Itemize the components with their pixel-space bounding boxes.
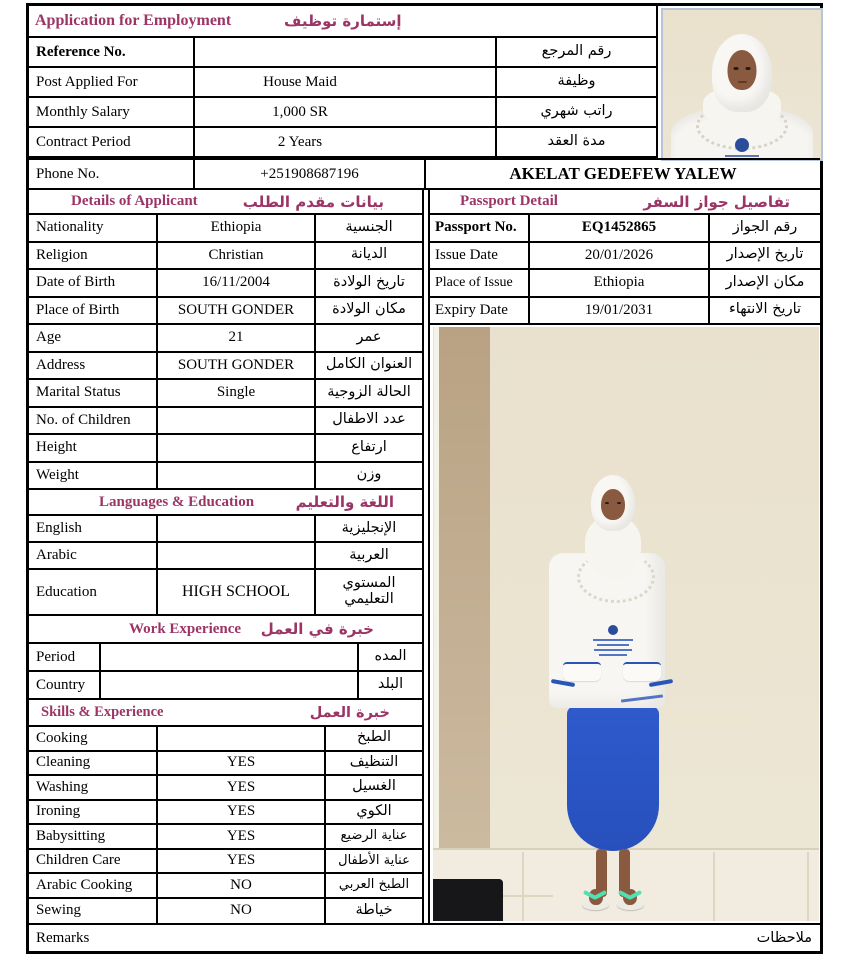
table-row-cleaning — [29, 752, 422, 777]
field-value — [158, 463, 316, 489]
chest-text-line — [597, 644, 629, 646]
table-row-place-of-issue — [430, 270, 820, 298]
field-value: NO — [158, 899, 326, 924]
eye — [605, 502, 609, 504]
table-row-passport-no — [430, 215, 820, 243]
field-value: Single — [158, 380, 316, 406]
table-row-place-of-birth — [29, 298, 422, 326]
top-table — [29, 6, 656, 158]
table-row-babysitting — [29, 825, 422, 850]
field-label-arabic: مكان الولادة — [332, 301, 406, 318]
field-label: Religion — [29, 243, 158, 269]
table-row-religion — [29, 243, 422, 271]
field-label-arabic: رقم المرجع — [541, 43, 612, 60]
remarks-row — [29, 923, 820, 951]
field-value — [101, 644, 359, 670]
phone-name-row — [29, 158, 820, 190]
tile-grout-line — [807, 852, 809, 921]
wall-column — [439, 327, 490, 850]
face — [601, 489, 625, 520]
field-label: Country — [29, 672, 101, 698]
agency-logo — [735, 138, 749, 152]
face — [728, 50, 757, 90]
field-value: SOUTH GONDER — [158, 298, 316, 324]
table-row-washing — [29, 776, 422, 801]
field-value: NO — [158, 874, 326, 897]
tunic-pocket — [623, 662, 661, 681]
right-column — [428, 190, 820, 923]
table-row-education — [29, 570, 422, 616]
field-label-arabic: التنظيف — [349, 753, 399, 770]
field-label-arabic: خياطة — [355, 901, 393, 918]
eye — [734, 67, 739, 70]
phone-label: Phone No. — [29, 160, 195, 188]
skills-experience-header: Skills & Experience خبرة العمل — [29, 700, 422, 727]
field-value — [101, 672, 359, 698]
table-row-age — [29, 325, 422, 353]
field-label: Children Care — [29, 850, 158, 873]
field-label-arabic: المده — [374, 648, 407, 665]
table-row-children-care — [29, 850, 422, 875]
field-value: 21 — [158, 325, 316, 351]
table-row-address — [29, 353, 422, 381]
work-experience-header: Work Experience خبرة في العمل — [29, 616, 422, 644]
field-label-arabic: المستوي التعليمي — [342, 575, 396, 607]
mouth — [738, 81, 747, 83]
field-label-arabic: الجنسية — [345, 218, 393, 235]
field-value: 2 Years — [195, 128, 497, 156]
applicant-name: AKELAT GEDEFEW YALEW — [509, 164, 737, 183]
field-value — [158, 408, 316, 434]
applicant-full-body-photo — [433, 327, 819, 921]
field-label-arabic: مكان الإصدار — [725, 273, 805, 290]
table-row-post — [29, 68, 656, 98]
field-label: Marital Status — [29, 380, 158, 406]
table-row-height — [29, 435, 422, 463]
remarks-label: Remarks — [36, 929, 90, 946]
form-title-ar: إستمارة توظيف — [284, 12, 402, 30]
field-label: Sewing — [29, 899, 158, 924]
form-title-en: Application for Employment — [35, 12, 232, 29]
field-value: Ethiopia — [530, 270, 710, 296]
table-row-reference — [29, 38, 656, 68]
field-label-arabic: وظيفة — [557, 73, 596, 90]
table-row-children — [29, 408, 422, 436]
field-label: Date of Birth — [29, 270, 158, 296]
field-label-arabic: راتب شهري — [540, 103, 613, 120]
field-label: Washing — [29, 776, 158, 799]
applicant-headshot-photo — [661, 8, 823, 161]
field-label: Period — [29, 644, 101, 670]
tile-grout-line — [713, 852, 715, 921]
field-label-arabic: تاريخ الإصدار — [726, 246, 804, 263]
agency-logo-text — [725, 155, 759, 157]
field-label-arabic: الطبخ — [356, 729, 392, 746]
form-title-row — [29, 6, 656, 38]
agency-logo — [608, 625, 618, 635]
field-label-arabic: البلد — [377, 676, 404, 693]
field-label: Cleaning — [29, 752, 158, 775]
table-row-arabic-cooking — [29, 874, 422, 899]
field-value: House Maid — [195, 68, 497, 96]
field-label: Reference No. — [29, 38, 195, 66]
eye — [617, 502, 621, 504]
field-value: 1,000 SR — [195, 98, 497, 126]
field-label: Contract Period — [29, 128, 195, 156]
field-label: Issue Date — [430, 243, 530, 269]
field-label-arabic: عدد الاطفال — [332, 411, 406, 428]
table-row-salary — [29, 98, 656, 128]
field-label-arabic: عناية الرضيع — [340, 828, 408, 844]
field-value: Ethiopia — [158, 215, 316, 241]
headshot-cell — [656, 6, 820, 158]
field-label-arabic: رقم الجواز — [732, 218, 798, 235]
tile-grout-line — [522, 852, 524, 921]
phone-value: +251908687196 — [195, 160, 426, 188]
field-value: YES — [158, 776, 326, 799]
table-row-date-of-birth — [29, 270, 422, 298]
table-row-ironing — [29, 801, 422, 826]
field-label: No. of Children — [29, 408, 158, 434]
field-value: Christian — [158, 243, 316, 269]
field-value — [158, 435, 316, 461]
dark-object — [433, 879, 503, 921]
field-value: 16/11/2004 — [158, 270, 316, 296]
field-label: Height — [29, 435, 158, 461]
languages-education-header: Languages & Education اللغة والتعليم — [29, 490, 422, 516]
field-label: Place of Birth — [29, 298, 158, 324]
table-row-nationality — [29, 215, 422, 243]
field-value: SOUTH GONDER — [158, 353, 316, 379]
field-value: 19/01/2031 — [530, 298, 710, 324]
field-label-arabic: العنوان الكامل — [325, 356, 413, 373]
field-label-arabic: الطبخ العربي — [338, 877, 410, 893]
field-label: Education — [29, 570, 158, 614]
table-row-expiry-date — [430, 298, 820, 326]
table-row-english — [29, 516, 422, 543]
field-value: EQ1452865 — [530, 215, 710, 241]
field-label-arabic: الإنجليزية — [341, 519, 397, 536]
field-label: Arabic Cooking — [29, 874, 158, 897]
table-row-country — [29, 672, 422, 700]
field-label-arabic: عناية الأطفال — [338, 852, 410, 868]
field-value — [195, 38, 497, 66]
field-label: Post Applied For — [29, 68, 195, 96]
field-value — [158, 727, 326, 750]
field-label: Address — [29, 353, 158, 379]
field-label-arabic: مدة العقد — [547, 133, 606, 150]
field-label: Weight — [29, 463, 158, 489]
field-label: Age — [29, 325, 158, 351]
table-row-period — [29, 644, 422, 672]
table-row-arabic — [29, 543, 422, 570]
field-label-arabic: الديانة — [350, 246, 388, 263]
field-label: Arabic — [29, 543, 158, 568]
table-row-sewing — [29, 899, 422, 924]
table-row-cooking — [29, 727, 422, 752]
field-label: Place of Issue — [430, 270, 530, 296]
chest-text-line — [599, 654, 627, 656]
field-label-arabic: العربية — [349, 546, 389, 563]
field-value: YES — [158, 825, 326, 848]
field-value: YES — [158, 801, 326, 824]
field-value: YES — [158, 752, 326, 775]
field-label: Babysitting — [29, 825, 158, 848]
employment-application-form — [26, 3, 823, 954]
eye — [746, 67, 751, 70]
field-label: Expiry Date — [430, 298, 530, 324]
field-label: English — [29, 516, 158, 541]
remarks-label-arabic: ملاحظات — [756, 930, 812, 946]
details-of-applicant-header: Details of Applicant بيانات مقدم الطلب — [29, 190, 422, 215]
field-label-arabic: عمر — [356, 328, 382, 345]
field-label: Monthly Salary — [29, 98, 195, 126]
field-label-arabic: تاريخ الولادة — [333, 273, 405, 290]
field-value: 20/01/2026 — [530, 243, 710, 269]
field-label: Cooking — [29, 727, 158, 750]
field-value — [158, 516, 316, 541]
table-row-issue-date — [430, 243, 820, 271]
field-value — [158, 543, 316, 568]
tunic-pocket — [563, 662, 601, 681]
field-label-arabic: تاريخ الانتهاء — [728, 301, 802, 318]
table-row-marital-status — [29, 380, 422, 408]
field-label-arabic: الكوي — [356, 802, 392, 819]
field-label: Nationality — [29, 215, 158, 241]
field-label: Ironing — [29, 801, 158, 824]
chest-text-line — [593, 639, 633, 641]
field-label-arabic: الغسيل — [352, 778, 396, 795]
field-label: Passport No. — [430, 215, 530, 241]
table-row-weight — [29, 463, 422, 491]
chest-text-line — [594, 649, 632, 651]
field-label-arabic: وزن — [356, 466, 382, 483]
field-value: HIGH SCHOOL — [158, 570, 316, 614]
left-column — [29, 190, 424, 923]
field-label-arabic: الحالة الزوجية — [327, 383, 411, 400]
field-value: YES — [158, 850, 326, 873]
passport-detail-header: Passport Detail تفاصيل جواز السفر — [430, 190, 820, 215]
field-label-arabic: ارتفاع — [351, 438, 387, 455]
table-row-contract — [29, 128, 656, 158]
blue-skirt — [567, 706, 659, 851]
